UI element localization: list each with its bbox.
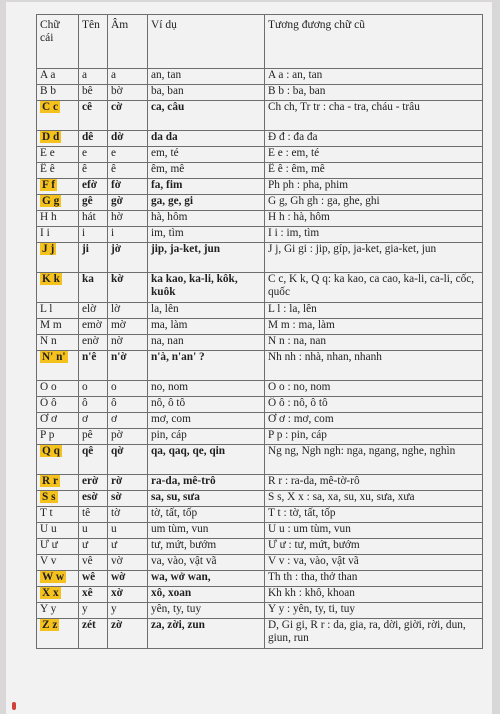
table-row — [37, 523, 483, 539]
cell-letter: V v — [40, 555, 57, 567]
cell-equivalent: Nh nh : nhà, nhan, nhanh — [268, 351, 382, 363]
cell-name: qê — [82, 445, 94, 457]
cell-letter: U u — [40, 523, 57, 535]
table-row — [37, 243, 483, 273]
cell-example: em, té — [151, 147, 179, 159]
cell-letter: W w — [42, 571, 65, 583]
table-row — [37, 555, 483, 571]
cell-name: elờ — [82, 303, 97, 315]
red-mark — [12, 702, 16, 710]
cell-sound: nờ — [111, 335, 123, 347]
cell-letter: J j — [42, 243, 55, 255]
table-row — [37, 603, 483, 619]
cell-equivalent: Ư ư : tư, mứt, bướm — [268, 539, 360, 551]
cell-name: gê — [82, 195, 93, 207]
table-row — [37, 85, 483, 101]
table-row — [37, 381, 483, 397]
table-row — [37, 429, 483, 445]
cell-equivalent: C c, K k, Q q: ka kao, ca cao, ka-li, ca-li, cốc, quốc — [268, 273, 475, 298]
cell-letter: B b — [40, 85, 57, 97]
header-example: Ví dụ — [148, 15, 265, 69]
table-row — [37, 507, 483, 523]
cell-sound: cờ — [111, 101, 123, 113]
cell-equivalent: S s, X x : sa, xa, su, xu, sưa, xưa — [268, 491, 415, 503]
cell-name: wê — [82, 571, 96, 583]
cell-sound: sờ — [111, 491, 122, 503]
cell-equivalent: A a : an, tan — [268, 69, 323, 81]
table-row — [37, 619, 483, 649]
cell-name: emờ — [82, 319, 102, 331]
cell-name: ơ — [82, 413, 88, 425]
cell-equivalent: U u : um tùm, vun — [268, 523, 351, 535]
cell-sound: n'ờ — [111, 351, 127, 363]
cell-sound: tờ — [111, 507, 121, 519]
cell-equivalent: L l : la, lên — [268, 303, 317, 315]
cell-equivalent: D, Gi gi, R r : da, gia, ra, dời, giời, rời, dun, giun, run — [268, 619, 466, 644]
cell-letter: D d — [42, 131, 60, 143]
cell-letter: Y y — [40, 603, 57, 615]
cell-letter: L l — [40, 303, 53, 315]
table-row — [37, 335, 483, 351]
cell-equivalent: Ch ch, Tr tr : cha - tra, cháu - trâu — [268, 101, 420, 113]
cell-sound: jờ — [111, 243, 122, 255]
cell-example: la, lên — [151, 303, 179, 315]
cell-letter: F f — [42, 179, 56, 191]
cell-sound: o — [111, 381, 117, 393]
cell-equivalent: Ph ph : pha, phim — [268, 179, 349, 191]
cell-equivalent: V v : va, vào, vật vã — [268, 555, 359, 567]
cell-example: ka kao, ka-li, kôk, kuôk — [151, 273, 238, 298]
cell-letter: Ơ ơ — [40, 413, 57, 425]
cell-name: e — [82, 147, 88, 159]
cell-example: mơ, com — [151, 413, 191, 425]
table-row — [37, 475, 483, 491]
cell-sound: gờ — [111, 195, 123, 207]
cell-example: fa, fim — [151, 179, 183, 191]
cell-sound: e — [111, 147, 117, 159]
cell-name: efờ — [82, 179, 98, 191]
cell-name: i — [82, 227, 86, 239]
cell-sound: lờ — [111, 303, 121, 315]
cell-example: yên, ty, tuy — [151, 603, 202, 615]
cell-equivalent: T t : tờ, tất, tốp — [268, 507, 336, 519]
cell-sound: hờ — [111, 211, 123, 223]
cell-example: da da — [151, 131, 178, 143]
table-row — [37, 303, 483, 319]
cell-sound: kờ — [111, 273, 124, 285]
header-equivalent: Tương đương chữ cũ — [265, 15, 483, 69]
cell-equivalent: I i : im, tìm — [268, 227, 320, 239]
table-row — [37, 195, 483, 211]
cell-example: êm, mê — [151, 163, 185, 175]
cell-example: tư, mứt, bướm — [151, 539, 217, 551]
cell-name: cê — [82, 101, 93, 113]
cell-sound: dờ — [111, 131, 124, 143]
cell-sound: mờ — [111, 319, 126, 331]
table-row — [37, 491, 483, 507]
table-row — [37, 445, 483, 475]
cell-equivalent: B b : ba, ban — [268, 85, 326, 97]
cell-equivalent: J j, Gi gi : jip, gíp, ja-ket, gia-ket, jun — [268, 243, 437, 255]
cell-example: nô, ô tô — [151, 397, 186, 409]
cell-letter: Z z — [42, 619, 58, 631]
cell-equivalent: Ng ng, Ngh ngh: nga, ngang, nghe, nghìn — [268, 445, 456, 457]
cell-example: qa, qaq, qe, qin — [151, 445, 226, 457]
cell-sound: bờ — [111, 85, 123, 97]
cell-letter: N n — [40, 335, 57, 347]
table-row — [37, 397, 483, 413]
cell-example: an, tan — [151, 69, 182, 81]
table-row — [37, 587, 483, 603]
header-sound: Âm — [108, 15, 148, 69]
cell-example: xô, xoan — [151, 587, 192, 599]
cell-sound: rờ — [111, 475, 123, 487]
cell-example: ba, ban — [151, 85, 184, 97]
header-name: Tên — [79, 15, 108, 69]
cell-example: wa, wở wan, — [151, 571, 211, 583]
cell-equivalent: G g, Gh gh : ga, ghe, ghi — [268, 195, 380, 207]
cell-example: ra-da, mê-trô — [151, 475, 216, 487]
cell-example: ma, làm — [151, 319, 188, 331]
table-row — [37, 147, 483, 163]
cell-name: erờ — [82, 475, 99, 487]
cell-name: ka — [82, 273, 94, 285]
cell-example: im, tìm — [151, 227, 184, 239]
table-row — [37, 211, 483, 227]
table-row — [37, 413, 483, 429]
cell-sound: ô — [111, 397, 117, 409]
cell-name: bê — [82, 85, 93, 97]
cell-sound: fờ — [111, 179, 122, 191]
cell-sound: ê — [111, 163, 117, 175]
table-row — [37, 319, 483, 335]
cell-example: ca, câu — [151, 101, 185, 113]
cell-letter: I i — [40, 227, 50, 239]
cell-letter: A a — [40, 69, 56, 81]
cell-name: dê — [82, 131, 94, 143]
table-row — [37, 163, 483, 179]
cell-sound: ư — [111, 539, 118, 551]
cell-letter: K k — [42, 273, 60, 285]
cell-sound: pờ — [111, 429, 123, 441]
cell-letter: S s — [42, 491, 56, 503]
cell-example: pin, cáp — [151, 429, 187, 441]
cell-equivalent: N n : na, nan — [268, 335, 327, 347]
cell-sound: xờ — [111, 587, 123, 599]
cell-name: y — [82, 603, 88, 615]
cell-letter: P p — [40, 429, 55, 441]
table-row — [37, 179, 483, 195]
cell-sound: vờ — [111, 555, 123, 567]
cell-sound: qờ — [111, 445, 124, 457]
cell-sound: a — [111, 69, 117, 81]
cell-example: sa, su, sưa — [151, 491, 200, 503]
table-row — [37, 351, 483, 381]
cell-letter: H h — [40, 211, 57, 223]
cell-sound: zờ — [111, 619, 123, 631]
cell-example: tờ, tất, tốp — [151, 507, 198, 519]
table-row — [37, 101, 483, 131]
table-row — [37, 539, 483, 555]
cell-name: ji — [82, 243, 89, 255]
cell-equivalent: Ơ ơ : mơ, com — [268, 413, 334, 425]
table-header-row — [37, 15, 483, 69]
cell-name: u — [82, 523, 88, 535]
cell-name: hát — [82, 211, 96, 223]
cell-sound: wờ — [111, 571, 126, 583]
cell-letter: N' n' — [42, 351, 66, 363]
cell-name: zét — [82, 619, 96, 631]
cell-sound: u — [111, 523, 117, 535]
cell-example: za, zời, zun — [151, 619, 205, 631]
cell-name: a — [82, 69, 88, 81]
cell-equivalent: R r : ra-da, mê-tờ-rô — [268, 475, 360, 487]
alphabet-table — [36, 14, 483, 649]
cell-equivalent: Đ đ : đa đa — [268, 131, 318, 143]
cell-letter: Ư ư — [40, 539, 58, 551]
table-row — [37, 227, 483, 243]
cell-letter: E e — [40, 147, 55, 159]
cell-equivalent: Ô ô : nô, ô tô — [268, 397, 328, 409]
cell-name: tê — [82, 507, 91, 519]
cell-example: ga, ge, gi — [151, 195, 194, 207]
document-page — [6, 2, 492, 714]
cell-letter: M m — [40, 319, 62, 331]
table-row — [37, 69, 483, 85]
cell-letter: O o — [40, 381, 57, 393]
cell-name: xê — [82, 587, 93, 599]
cell-sound: y — [111, 603, 117, 615]
cell-letter: G g — [42, 195, 60, 207]
cell-letter: X x — [42, 587, 59, 599]
cell-equivalent: Th th : tha, thở than — [268, 571, 358, 583]
cell-name: ê — [82, 163, 88, 175]
cell-name: esờ — [82, 491, 98, 503]
cell-equivalent: O o : no, nom — [268, 381, 331, 393]
cell-example: um tùm, vun — [151, 523, 209, 535]
cell-equivalent: P p : pin, cáp — [268, 429, 327, 441]
cell-name: enờ — [82, 335, 99, 347]
cell-sound: ơ — [111, 413, 117, 425]
cell-example: jip, ja-ket, jun — [151, 243, 221, 255]
cell-name: vê — [82, 555, 93, 567]
cell-name: o — [82, 381, 88, 393]
cell-letter: Ô ô — [40, 397, 57, 409]
cell-example: na, nan — [151, 335, 184, 347]
cell-example: n'à, n'an' ? — [151, 351, 205, 363]
cell-letter: T t — [40, 507, 53, 519]
cell-example: no, nom — [151, 381, 189, 393]
cell-name: ô — [82, 397, 88, 409]
cell-letter: R r — [42, 475, 58, 487]
cell-example: hà, hôm — [151, 211, 188, 223]
cell-sound: i — [111, 227, 115, 239]
cell-name: pê — [82, 429, 93, 441]
cell-equivalent: E e : em, té — [268, 147, 320, 159]
cell-name: ư — [82, 539, 89, 551]
header-letter: Chữ cái — [37, 15, 79, 69]
cell-equivalent: Kh kh : khô, khoan — [268, 587, 355, 599]
cell-equivalent: Ê ê : êm, mê — [268, 163, 325, 175]
cell-equivalent: Y y : yên, ty, ti, tuy — [268, 603, 356, 615]
cell-letter: C c — [42, 101, 58, 113]
cell-equivalent: H h : hà, hôm — [268, 211, 330, 223]
cell-example: va, vào, vật vã — [151, 555, 217, 567]
cell-equivalent: M m : ma, làm — [268, 319, 335, 331]
table-row — [37, 131, 483, 147]
table-row — [37, 571, 483, 587]
cell-letter: Q q — [42, 445, 60, 457]
table-row — [37, 273, 483, 303]
cell-name: n'ê — [82, 351, 97, 363]
cell-letter: Ê ê — [40, 163, 55, 175]
